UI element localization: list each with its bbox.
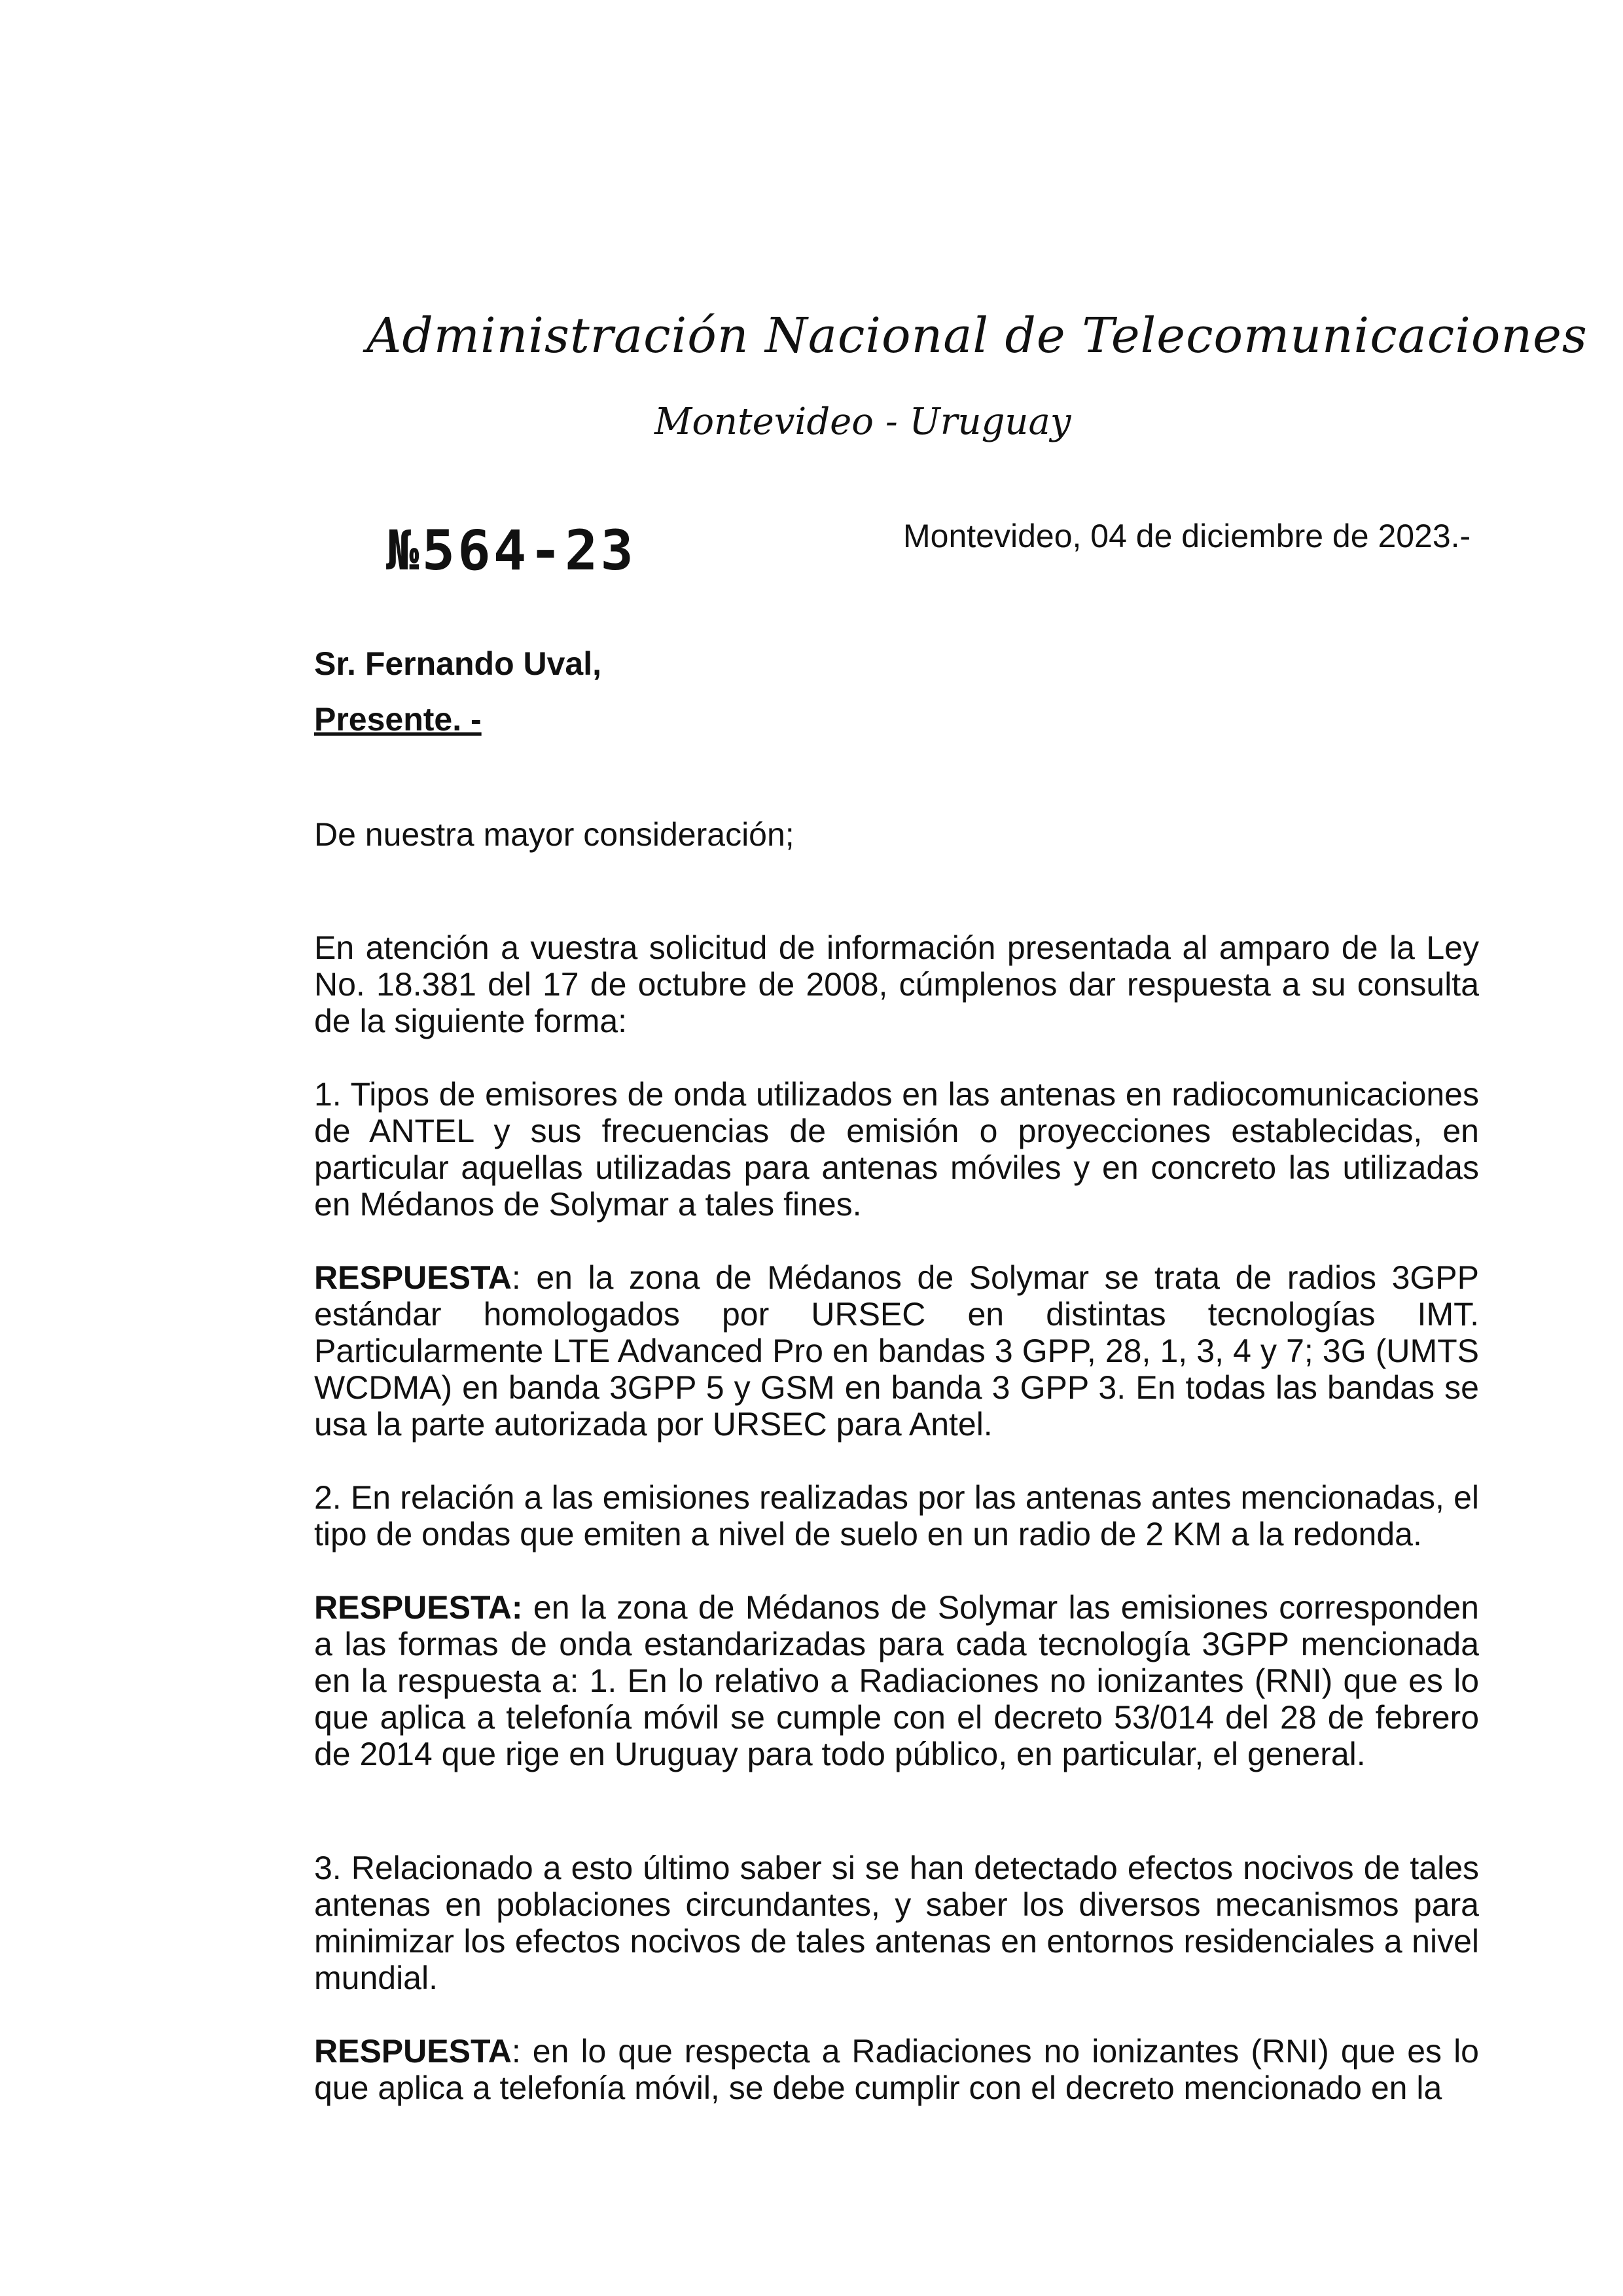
letterhead-city: Montevideo - Uruguay	[654, 401, 1071, 443]
answer-3	[314, 2033, 1479, 2106]
answer-label: RESPUESTA	[314, 2033, 512, 2070]
salutation: De nuestra mayor consideración;	[314, 816, 794, 853]
question-3: 3. Relacionado a esto último saber si se han detectado efectos nocivos de tales antenas en poblaciones circundantes, y saber los diversos mecanismos para minimizar los efectos nocivos de tales antenas en entornos residenciales a nivel mundial.	[314, 1850, 1479, 1996]
answer-text: : en la zona de Médanos de Solymar se trata de radios 3GPP estándar homologados por URSEC en distintas tecnologías IMT. Particularmente LTE Advanced Pro en bandas 3 GPP, 28, 1, 3, 4 y 7; 3G (UMTS WCDMA) en banda 3GPP 5 y GSM en banda 3 GPP 3. En todas las bandas se usa la parte autorizada por URSEC para Antel.	[314, 1259, 1479, 1443]
question-1: 1. Tipos de emisores de onda utilizados en las antenas en radiocomunicaciones de ANTEL y sus frecuencias de emisión o proyecciones establecidas, en particular aquellas utilizadas para antenas móviles y en concreto las utilizadas en Médanos de Solymar a tales fines.	[314, 1076, 1479, 1223]
question-2: 2. En relación a las emisiones realizadas por las antenas antes mencionadas, el tipo de ondas que emiten a nivel de suelo en un radio de 2 KM a la redonda.	[314, 1479, 1479, 1552]
answer-text: : en lo que respecta a Radiaciones no ionizantes (RNI) que es lo que aplica a telefonía móvil, se debe cumplir con el decreto mencionado en la	[314, 2033, 1479, 2106]
date-line: Montevideo, 04 de diciembre de 2023.-	[903, 518, 1471, 554]
answer-2	[314, 1589, 1479, 1772]
document-number-stamp: №564-23	[386, 518, 637, 583]
answer-label: RESPUESTA	[314, 1259, 512, 1296]
letter-body	[314, 929, 1479, 2106]
answer-1	[314, 1259, 1479, 1443]
answer-label: RESPUESTA:	[314, 1589, 523, 1626]
intro-paragraph: En atención a vuestra solicitud de información presentada al amparo de la Ley No. 18.381 del 17 de octubre de 2008, cúmplenos dar respuesta a su consulta de la siguiente forma:	[314, 929, 1479, 1039]
answer-text: en la zona de Médanos de Solymar las emisiones corresponden a las formas de onda estandarizadas para cada tecnología 3GPP mencionada en la respuesta a: 1. En lo relativo a Radiaciones no ionizantes (RNI) que es lo que aplica a telefonía móvil se cumple con el decreto 53/014 del 28 de febrero de 2014 que rige en Uruguay para todo público, en particular, el general.	[314, 1589, 1479, 1772]
recipient-name: Sr. Fernando Uval,	[314, 645, 602, 682]
presente-heading: Presente. -	[314, 701, 482, 738]
letterhead-organization: Administración Nacional de Telecomunicaciones	[366, 308, 1588, 364]
